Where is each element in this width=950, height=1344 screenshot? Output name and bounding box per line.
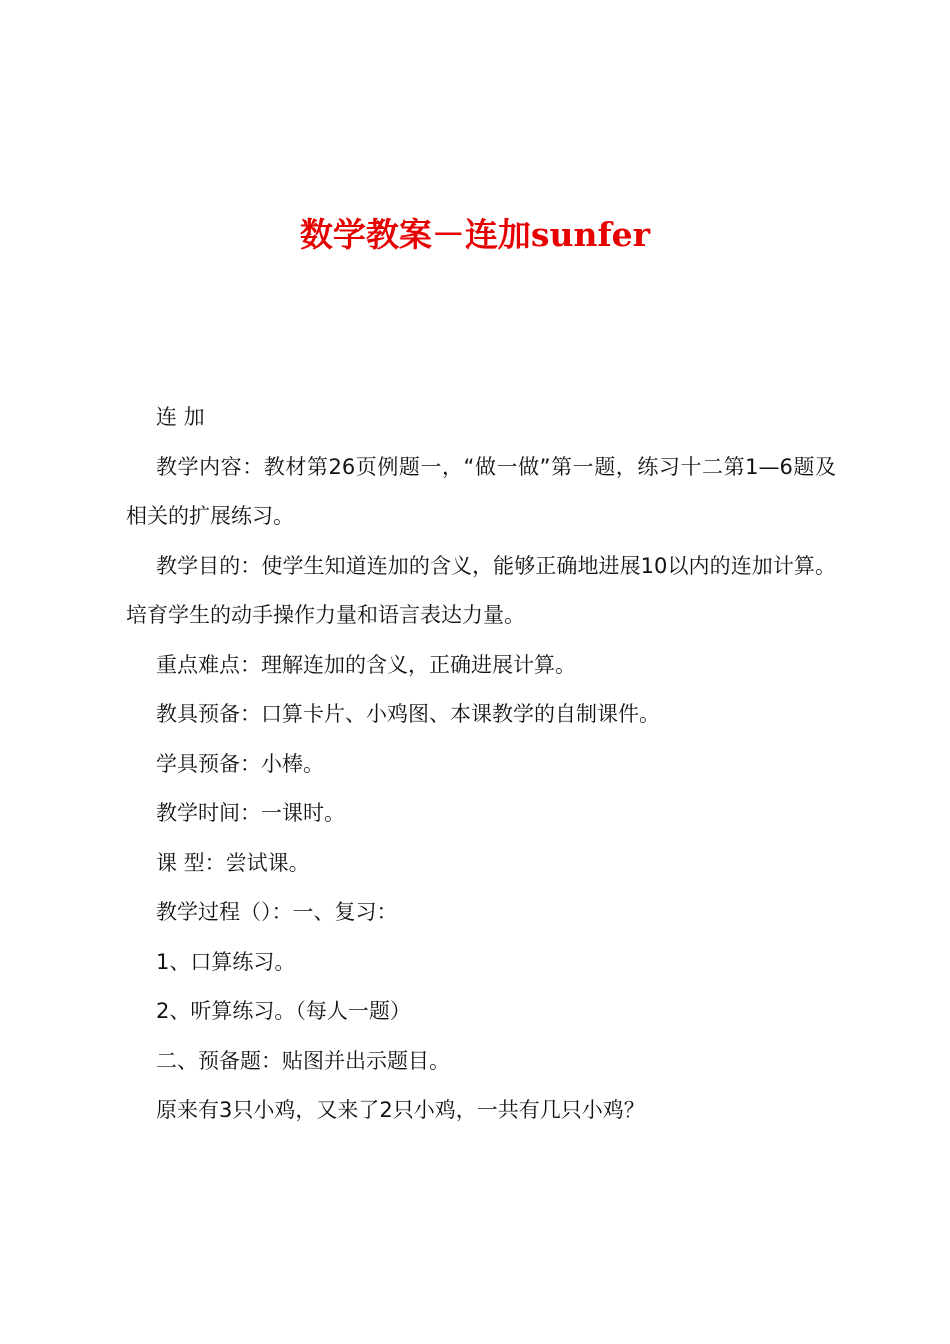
list-item: 2、听算练习。（每人一题） xyxy=(156,999,411,1023)
document-title: 数学教案－连加sunfer xyxy=(299,215,651,254)
key-difficulties: 重点难点：理解连加的含义，正确进展计算。 xyxy=(156,652,576,677)
teaching-objective: 教学目的：使学生知道连加的含义，能够正确地进展10以内的连加计算。培育学生的动手操作力量和语言表达力量。 xyxy=(126,553,836,627)
teaching-time: 教学时间：一课时。 xyxy=(156,801,345,825)
word-problem: 原来有3只小鸡，又来了2只小鸡，一共有几只小鸡？ xyxy=(156,1098,645,1122)
section-heading: 连 加 xyxy=(156,405,205,429)
teaching-aids: 教具预备：口算卡片、小鸡图、本课教学的自制课件。 xyxy=(156,702,660,726)
teaching-process: 教学过程（）：一、复习： xyxy=(156,900,398,924)
document-body xyxy=(126,393,836,1136)
teaching-content: 教学内容：教材第26页例题一，“做一做”第一题，练习十二第1—6题及相关的扩展练习。 xyxy=(126,454,836,528)
list-item: 1、口算练习。 xyxy=(156,949,296,974)
student-aids: 学具预备：小棒。 xyxy=(156,751,324,776)
preparation-question: 二、预备题：贴图并出示题目。 xyxy=(156,1048,450,1073)
lesson-type: 课 型：尝试课。 xyxy=(156,850,310,875)
